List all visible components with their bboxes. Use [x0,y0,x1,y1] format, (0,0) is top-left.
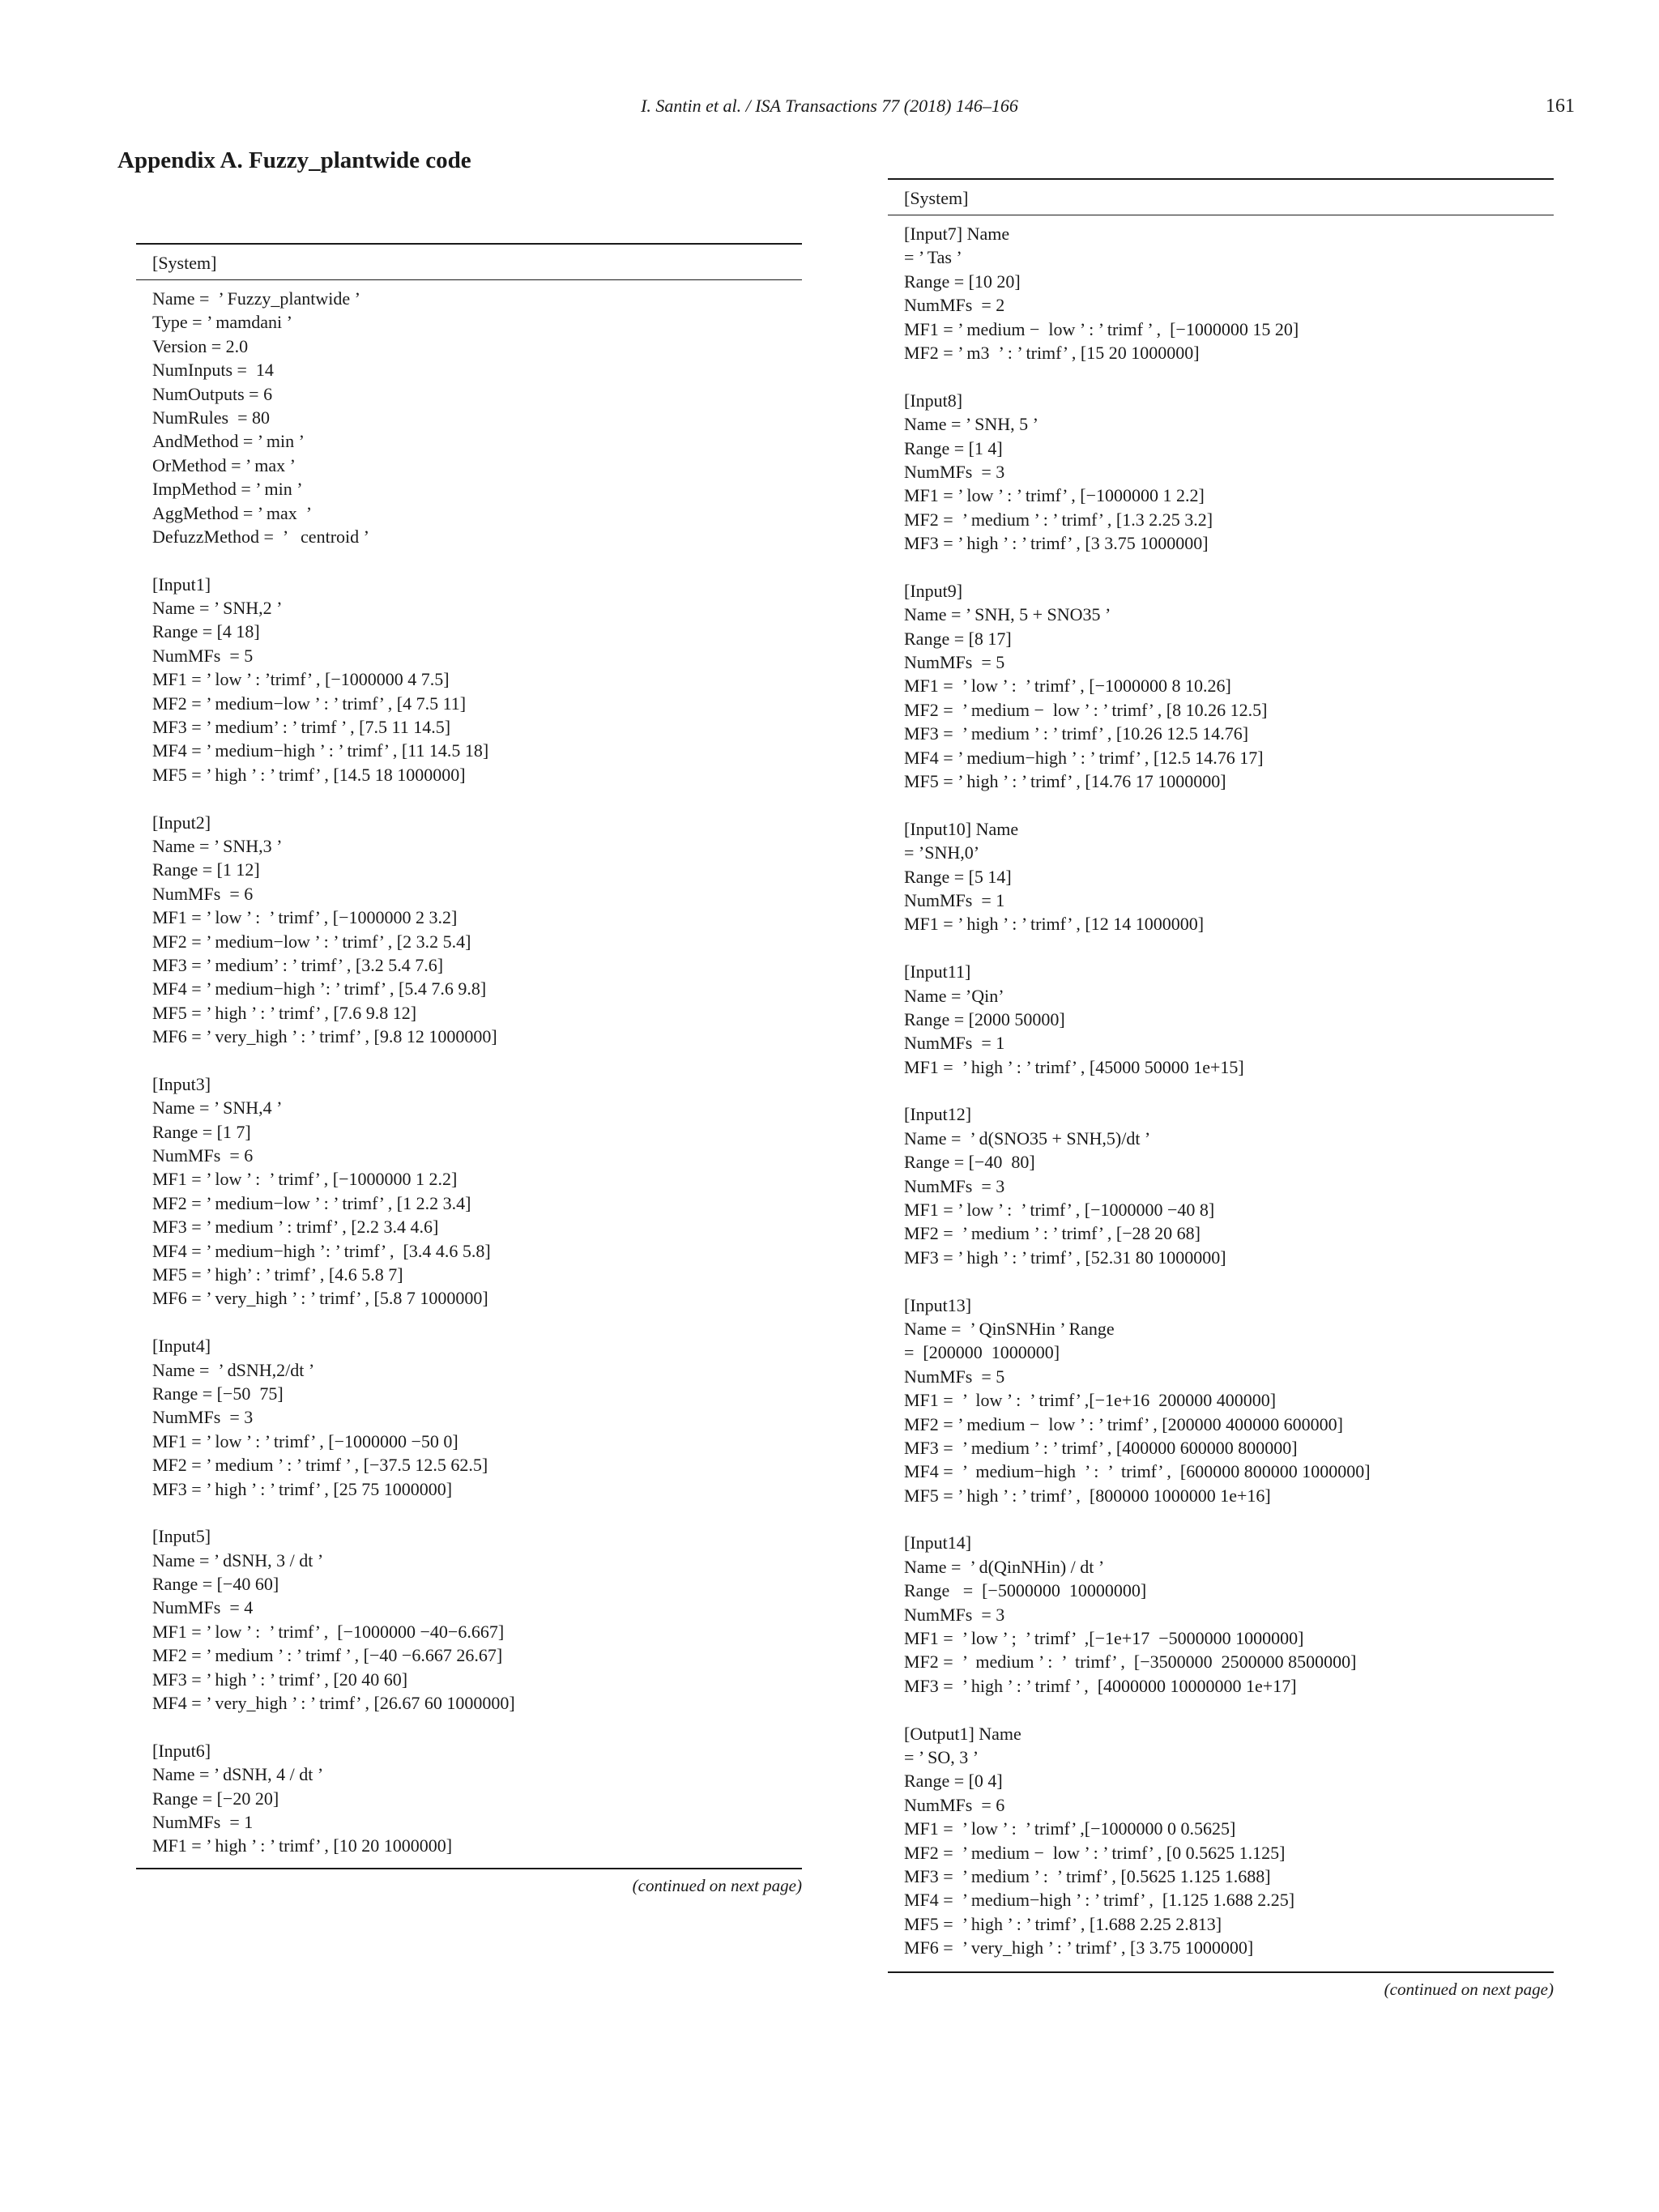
code-line: = ’ SO, 3 ’ [904,1747,979,1767]
code-line: [Input10] Name [904,818,1019,839]
code-line: [Input8] [904,390,963,411]
code-line: [Input14] [904,1532,972,1554]
code-line: [Input12] [904,1104,972,1125]
code-line: MF1 = ’ low ’ : ’ trimf’ ,[−1e+16 200000 400000] [904,1390,1277,1411]
code-line: DefuzzMethod = ’ centroid ’ [152,526,369,547]
code-line: Range = [2000 50000] [904,1008,1065,1029]
code-line: MF1 = ’ low ’ : ’ trimf’ , [−1000000 1 2.2] [904,485,1205,506]
blank-line [152,548,786,572]
code-line: [Output1] Name [904,1723,1021,1744]
code-line: MF4 = ’ medium−high ’: ’ trimf’ , [5.4 7.6 9.8] [152,978,487,999]
code-line: Name = ’ dSNH, 4 / dt ’ [152,1764,324,1785]
code-line: MF1 = ’ low ’ : ’ trimf’ ,[−1000000 0 0.5625] [904,1818,1236,1839]
system-heading: [System] [152,253,217,273]
code-line: Range = [−40 60] [152,1574,279,1595]
code-line: [Input1] [152,573,211,595]
code-line: Name = ’ dSNH, 3 / dt ’ [152,1549,324,1571]
appendix-title: Appendix A. Fuzzy_plantwide code [117,147,471,173]
code-line: MF4 = ’ medium−high ’ : ’ trimf’ , [1.125 1.688 2.25] [904,1890,1295,1911]
code-line: NumMFs = 2 [904,295,1005,316]
code-line: MF1 = ’ low ’ : ’trimf’ , [−1000000 4 7.5] [152,669,450,690]
code-line: Range = [−50 75] [152,1383,284,1404]
code-line: MF6 = ’ very_high ’ : ’ trimf’ , [5.8 7 1000000] [152,1288,488,1309]
code-line: NumMFs = 5 [904,1366,1005,1387]
code-line: MF2 = ’ medium−low ’ : ’ trimf’ , [1 2.2 3.4] [152,1192,471,1213]
code-line: MF2 = ’ medium ’ : ’ trimf ’ , [−37.5 12.5 62.5] [152,1455,488,1476]
code-line: MF2 = ’ medium − low ’ : ’ trimf’ , [0 0.5625 1.125] [904,1842,1286,1863]
code-line: MF1 = ’ low ’ : ’ trimf’ , [−1000000 8 10.26] [904,676,1231,697]
code-line: MF4 = ’ medium−high ’ : ’ trimf’ , [11 14.5 18] [152,740,489,761]
blank-line [152,1311,786,1334]
code-line: [Input5] [152,1526,211,1547]
code-line: MF3 = ’ high ’ : ’ trimf’ , [20 40 60] [152,1669,408,1690]
code-line: Range = [8 17] [904,628,1012,649]
code-line: [Input3] [152,1073,211,1094]
code-line: ImpMethod = ’ min ’ [152,479,303,500]
code-line: Name = ’Qin’ [904,985,1004,1006]
code-line: Name = ’ SNH, 5 ’ [904,414,1038,435]
code-line: Name = ’ SNH,2 ’ [152,598,283,619]
code-line: [Input13] [904,1294,972,1315]
code-line: MF6 = ’ very_high ’ : ’ trimf’ , [9.8 12 1000000] [152,1026,497,1047]
system-heading: [System] [904,188,969,208]
code-line: MF5 = ’ high ’ : ’ trimf’ , [14.5 18 1000000] [152,764,466,785]
blank-line [904,936,1537,960]
code-line: MF5 = ’ high ’ : ’ trimf’ , [14.76 17 1000000] [904,770,1226,791]
code-line: Name = ’ dSNH,2/dt ’ [152,1359,315,1380]
code-line: MF2 = ’ medium ’ : ’ trimf ’ , [−40 −6.667 26.67] [152,1645,503,1666]
code-lines [136,280,802,1868]
code-line: Version = 2.0 [152,335,249,356]
code-line: MF1 = ’ low ’ : ’ trimf’ , [−1000000 −40 8] [904,1200,1215,1221]
running-head: I. Santin et al. / ISA Transactions 77 (2018) 146–166 [641,96,1018,116]
code-line: MF4 = ’ medium−high ’ : ’ trimf’ , [600000 800000 1000000] [904,1461,1371,1482]
code-line: = [200000 1000000] [904,1342,1060,1363]
blank-line [904,1079,1537,1102]
code-line: NumMFs = 6 [152,1145,254,1166]
code-line: MF3 = ’ high ’ : ’ trimf’ , [25 75 1000000] [152,1478,453,1499]
code-line: NumOutputs = 6 [152,383,273,404]
blank-line [152,1501,786,1524]
blank-line [904,1698,1537,1721]
code-line: MF3 = ’ medium’ : ’ trimf ’ , [7.5 11 14.5] [152,717,451,738]
code-line: NumMFs = 4 [152,1597,254,1618]
code-line: Name = ’ d(QinNHin) / dt ’ [904,1556,1105,1577]
code-line: MF3 = ’ medium ’ : ’ trimf’ , [0.5625 1.125 1.688] [904,1865,1271,1886]
code-line: MF3 = ’ high ’ : ’ trimf’ , [3 3.75 1000000] [904,533,1209,554]
code-line: = ’SNH,0’ [904,842,980,863]
code-line: MF1 = ’ low ’ : ’ trimf’ , [−1000000 −50 0] [152,1430,458,1451]
code-line: MF1 = ’ high ’ : ’ trimf’ , [45000 50000 1e+15] [904,1056,1244,1077]
code-line: MF1 = ’ low ’ : ’ trimf’ , [−1000000 2 3.2] [152,907,458,928]
code-line: MF2 = ’ medium−low ’ : ’ trimf’ , [4 7.5 11] [152,693,467,714]
code-line: [Input4] [152,1336,211,1357]
code-line: MF2 = ’ medium − low ’ : ’ trimf’ , [8 10.26 12.5] [904,699,1268,720]
code-listing-right [888,178,1554,2000]
code-lines [888,215,1554,1971]
code-line: MF4 = ’ very_high ’ : ’ trimf’ , [26.67 60 1000000] [152,1693,515,1714]
code-line: Range = [10 20] [904,271,1021,292]
code-line: MF2 = ’ medium ’ : ’ trimf’ , [−3500000 2500000 8500000] [904,1652,1357,1673]
blank-line [904,793,1537,816]
code-line: [Input2] [152,812,211,833]
continued-note: (continued on next page) [632,1875,802,1895]
code-line: [Input11] [904,961,971,982]
code-line: AndMethod = ’ min ’ [152,431,305,452]
code-line: [Input7] Name [904,224,1010,244]
blank-line [152,786,786,810]
code-line: MF3 = ’ medium ’ : ’ trimf’ , [400000 600000 800000] [904,1437,1298,1458]
code-line: MF2 = ’ medium ’ : ’ trimf’ , [−28 20 68] [904,1223,1201,1244]
code-line: MF5 = ’ high ’ : ’ trimf’ , [800000 1000000 1e+16] [904,1485,1271,1506]
code-line: MF5 = ’ high’ : ’ trimf’ , [4.6 5.8 7] [152,1264,403,1285]
code-line: MF5 = ’ high ’ : ’ trimf’ , [1.688 2.25 2.813] [904,1913,1222,1934]
code-line: Range = [1 7] [152,1121,251,1142]
code-line: MF6 = ’ very_high ’ : ’ trimf’ , [3 3.75 1000000] [904,1937,1254,1958]
code-line: MF1 = ’ high ’ : ’ trimf’ , [12 14 1000000] [904,914,1205,935]
code-line: MF5 = ’ high ’ : ’ trimf’ , [7.6 9.8 12] [152,1002,417,1023]
code-line: Range = [5 14] [904,866,1012,887]
code-line: MF1 = ’ low ’ : ’ trimf’ , [−1000000 −40−6.667] [152,1621,505,1642]
code-listing-left [136,243,802,1896]
code-line: NumMFs = 3 [904,461,1005,482]
code-line: NumMFs = 6 [904,1794,1005,1815]
blank-line [904,1507,1537,1531]
blank-line [152,1715,786,1738]
code-line: MF2 = ’ medium−low ’ : ’ trimf’ , [2 3.2 5.4] [152,931,471,952]
code-line: MF4 = ’ medium−high ’: ’ trimf’ , [3.4 4.6 5.8] [152,1240,491,1261]
code-line: MF3 = ’ medium ’ : trimf’ , [2.2 3.4 4.6] [152,1217,439,1238]
code-line: [Input9] [904,580,963,601]
code-line: NumMFs = 6 [152,883,254,904]
code-line: NumRules = 80 [152,407,271,428]
code-line: MF3 = ’ high ’ : ’ trimf’ , [52.31 80 1000000] [904,1247,1226,1268]
code-line: Range = [4 18] [152,621,260,642]
code-line: MF4 = ’ medium−high ’ : ’ trimf’ , [12.5 14.76 17] [904,747,1264,768]
code-line: = ’ Tas ’ [904,247,962,268]
code-line: Range = [1 4] [904,437,1003,458]
code-line: MF1 = ’ low ’ : ’ trimf’ , [−1000000 1 2.2] [152,1169,458,1190]
code-line: NumMFs = 1 [904,889,1005,910]
code-line: Name = ’ d(SNO35 + SNH,5)/dt ’ [904,1127,1151,1149]
code-line: Name = ’ SNH,4 ’ [152,1097,283,1119]
code-line: MF3 = ’ high ’ : ’ trimf ’ , [4000000 10000000 1e+17] [904,1675,1297,1696]
code-line: NumMFs = 3 [904,1604,1005,1625]
code-line: MF2 = ’ medium ’ : ’ trimf’ , [1.3 2.25 3.2] [904,509,1213,530]
code-line: MF3 = ’ medium ’ : ’ trimf’ , [10.26 12.5 14.76] [904,723,1249,744]
code-line: AggMethod = ’ max ’ [152,502,313,523]
code-line: Range = [−40 80] [904,1152,1035,1173]
code-line: Range = [1 12] [152,859,260,880]
code-line: NumInputs = 14 [152,360,274,381]
code-line: Name = ’ SNH,3 ’ [152,835,283,856]
code-line: Range = [−20 20] [152,1788,279,1809]
code-line: [Input6] [152,1740,211,1761]
page-number: 161 [1546,96,1575,117]
code-line: NumMFs = 3 [152,1407,254,1428]
code-line: Name = ’ Fuzzy_plantwide ’ [152,288,360,309]
code-line: NumMFs = 1 [904,1033,1005,1054]
code-line: Type = ’ mamdani ’ [152,312,292,333]
continued-note: (continued on next page) [1384,1979,1554,1999]
code-line: Name = ’ SNH, 5 + SNO35 ’ [904,604,1111,625]
code-line: MF1 = ’ low ’ ; ’ trimf’ ,[−1e+17 −5000000 1000000] [904,1628,1304,1649]
code-line: MF3 = ’ medium’ : ’ trimf’ , [3.2 5.4 7.6] [152,954,444,975]
blank-line [904,555,1537,578]
blank-line [904,1269,1537,1293]
code-line: Range = [0 4] [904,1771,1003,1792]
blank-line [904,364,1537,388]
code-line: OrMethod = ’ max ’ [152,454,296,475]
blank-line [152,1049,786,1072]
code-line: Range = [−5000000 10000000] [904,1580,1147,1601]
code-line: MF1 = ’ medium − low ’ : ’ trimf ’ , [−1000000 15 20] [904,318,1299,339]
code-line: MF1 = ’ high ’ : ’ trimf’ , [10 20 1000000] [152,1835,453,1856]
code-line: MF2 = ’ m3 ’ : ’ trimf’ , [15 20 1000000] [904,342,1200,363]
code-line: MF2 = ’ medium − low ’ : ’ trimf’ , [200000 400000 600000] [904,1413,1343,1434]
code-line: NumMFs = 5 [152,645,254,666]
code-line: Name = ’ QinSNHin ’ Range [904,1318,1115,1339]
code-line: NumMFs = 3 [904,1175,1005,1196]
code-line: NumMFs = 5 [904,652,1005,673]
code-line: NumMFs = 1 [152,1812,254,1832]
